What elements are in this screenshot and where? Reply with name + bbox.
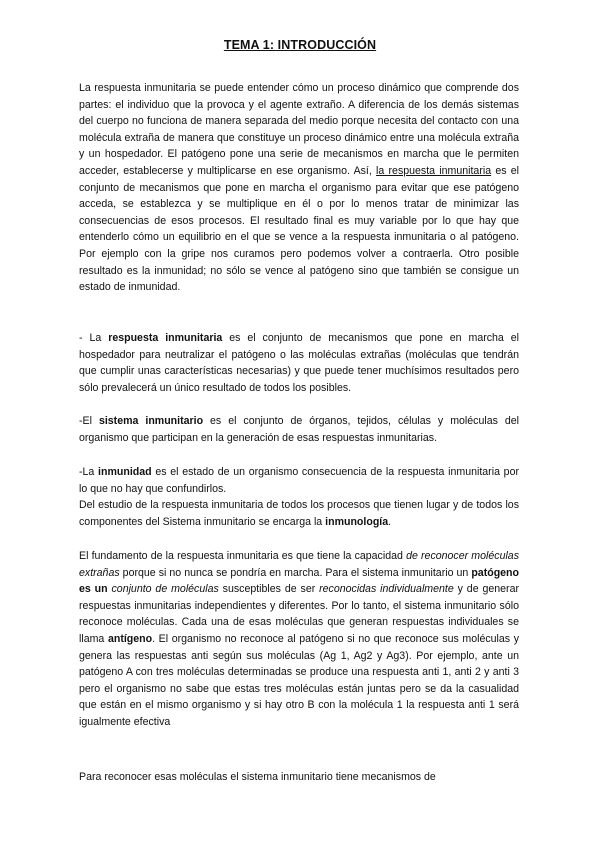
definition-inmunidad [79,464,519,530]
p3-italic-1: de reconocer moléculas extrañas [79,550,519,579]
def1-term: respuesta inmunitaria [108,332,223,344]
def4-term: inmunología [325,515,389,528]
p3-bold-1: patógeno es un [79,566,519,596]
intro-text-a: La respuesta inmunitaria se puede entender cómo un proceso dinámico que comprende dos partes: el individuo que la provoca y el agente extraño. A diferencia de los demás sistemas del cuerpo no funciona de manera separada del medio porque necesita del contacto con una molécula extraña de manera que constituye un proceso dinámico entre una molécula extraña y un hospedador. El patógeno pone una serie de mecanismos en marcha que le permiten acceder, establecerse y multiplicarse en ese organismo. Así, [79,82,519,177]
p3-bold-2: antígeno [107,632,153,645]
p3-s5: y de generar respuestas inmunitarias independientes y diferentes. Por lo tanto, el sistema inmunitario sólo reconoce moléculas. Cada una de esas moléculas que generan respuestas individuales se llama [79,583,519,645]
definition-sistema [79,413,519,446]
closing-paragraph [79,769,519,786]
p4-text: Para reconocer esas moléculas el sistema inmunitario tiene mecanismos de [79,771,436,783]
page-title: TEMA 1: INTRODUCCIÓN [223,38,377,52]
antigen-paragraph [79,548,519,731]
def1-prefix: - La [79,332,109,344]
p3-s2: porque si no nunca se pondría en marcha. Para el sistema inmunitario un [119,566,472,579]
def4-end: . [388,515,392,528]
def3-term: inmunidad [98,466,152,478]
p3-s1: El fundamento de la respuesta inmunitaria es que tiene la capacidad [79,550,407,562]
p3-s4: susceptibles de ser [218,583,320,596]
intro-text-b: es el conjunto de mecanismos que pone en marcha el organismo para evitar que ese patógeno acceda, se establezca y se multiplique en él o por lo menos tratar de minimizar las consecuencias de esos procesos. El resultado final es muy variable por lo que hay que entenderlo cómo un equilibrio en el que se vence a la respuesta inmunitaria o al patógeno. Por ejemplo con la gripe nos curamos pero podemos volver a contraerla. Otro posible resultado es la inmunidad; no sólo se vence al patógeno sino que también se consigue un estado de inmunidad. [79,164,519,294]
def3-prefix: -La [79,466,99,478]
p3-italic-2: conjunto de moléculas [111,583,219,596]
def2-text: es el conjunto de órganos, tejidos, células y moléculas del organismo que participan en la generación de esas respuestas inmunitarias. [79,415,520,444]
p3-s6: . El organismo no reconoce al patógeno si no que reconoce sus moléculas y genera las respuestas anti según sus moléculas (Ag 1, Ag2 y Ag3). Por ejemplo, ante un patógeno A con tres moléculas determinadas se produce una respuesta anti 1, anti 2 y anti 3 pero el organismo no sabe que estas tres moléculas están juntas pero se da la casualidad que están en el mismo organismo y si hay otro B con la molécula 1 la respuesta anti 1 será igualmente efectiva [79,632,520,728]
def3-text: es el estado de un organismo consecuencia de la respuesta inmunitaria por lo que no hay que confundirlos. [79,466,519,495]
def2-prefix: -El [79,415,99,427]
intro-paragraph [79,80,519,296]
def4-text: Del estudio de la respuesta inmunitaria de todos los procesos que tienen lugar y de todos los componentes del Sistema inmunitario se encarga la [79,499,519,528]
def1-text: es el conjunto de mecanismos que pone en marcha el hospedador para neutralizar el patógeno o las moléculas extrañas (moléculas que tendrán que cumplir unas características necesarias) y que puede tener muchísimos resultados pero sólo prevalecerá un único resultado de todos los posibles. [79,332,520,394]
p3-italic-3: reconocidas individualmente [319,583,454,596]
intro-underlined-term: la respuesta inmunitaria [376,164,492,177]
def2-term: sistema inmunitario [98,415,204,427]
definition-respuesta [79,330,519,396]
